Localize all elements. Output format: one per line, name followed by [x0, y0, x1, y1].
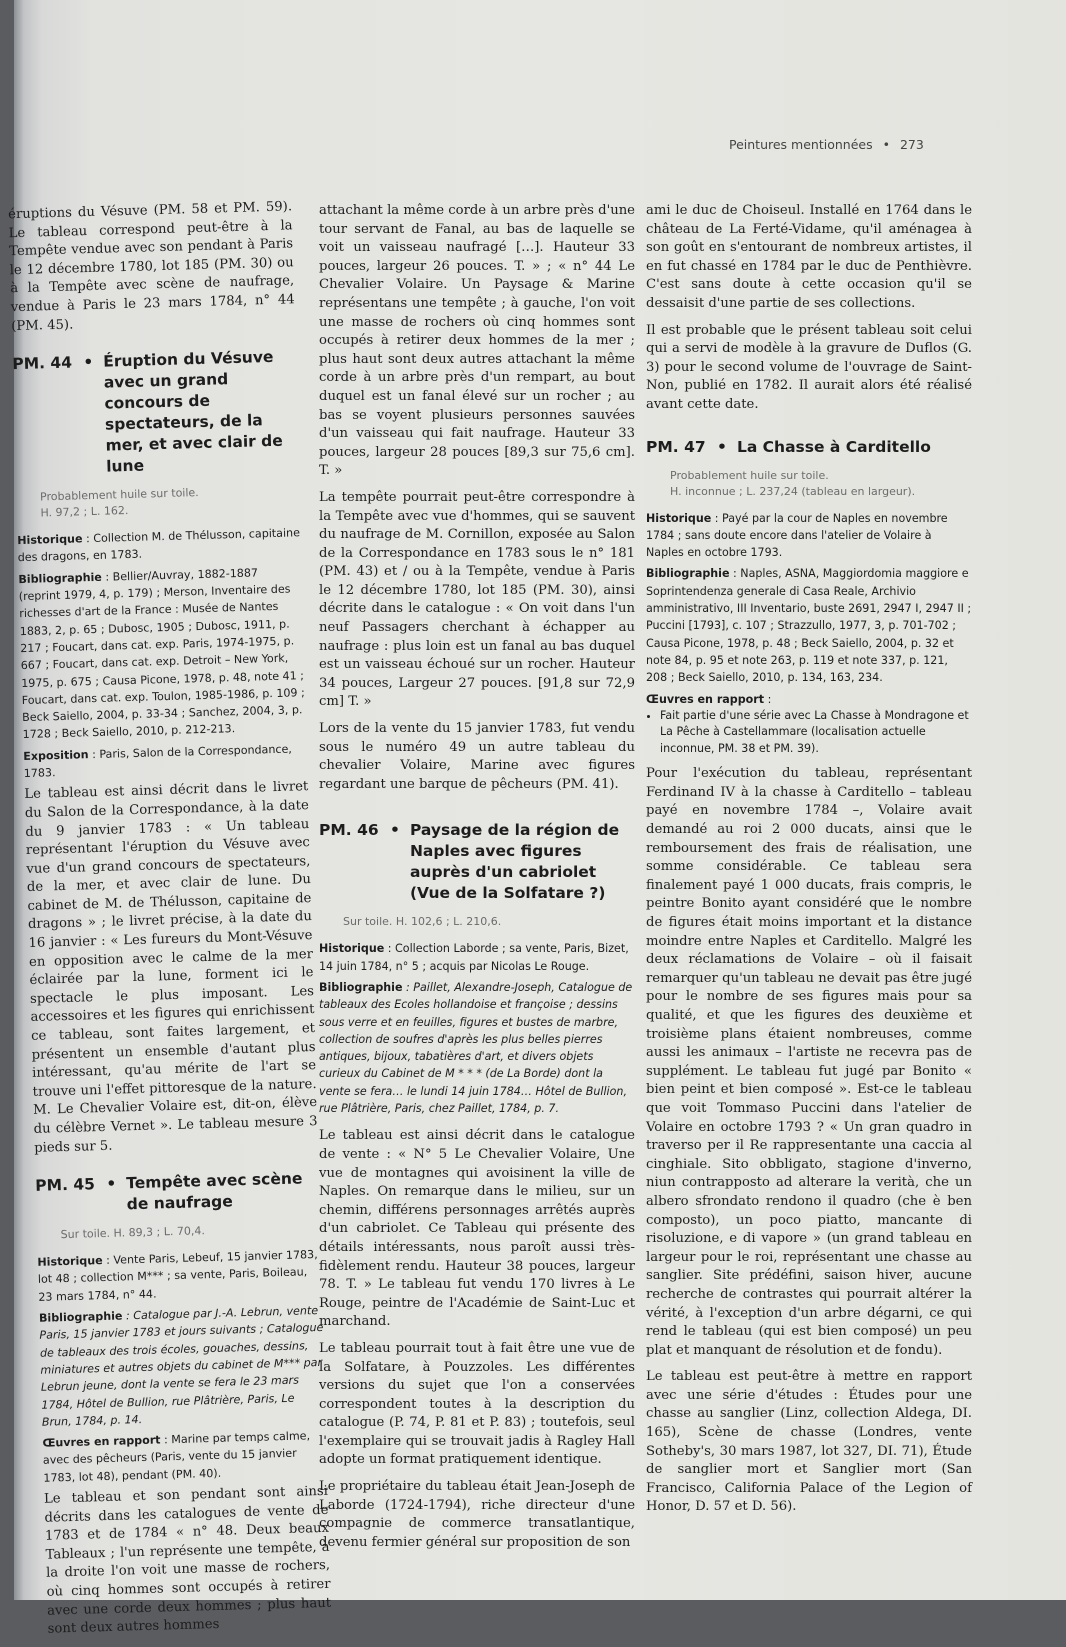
historique-label: Historique: [17, 532, 83, 548]
bibliographie-pm47: [646, 565, 972, 686]
technique-line: Probablement huile sur toile.: [670, 468, 829, 482]
entry-number: PM. 44 •: [12, 352, 96, 480]
running-title: Peintures mentionnées: [729, 137, 873, 152]
entry-number: PM. 46 •: [319, 820, 400, 904]
paragraph-pm46-3: Le propriétaire du tableau était Jean-Joseph de Laborde (1724-1794), riche directeur d'une compagnie de commerce transatlantique, devenu fermier général sur proposition de son: [319, 1479, 635, 1550]
historique-pm45: [37, 1246, 322, 1306]
bibliographie-pm46: [319, 979, 635, 1117]
exposition-text: : Paris, Salon de la Correspondance, 1783.: [23, 742, 293, 781]
rapport-label: Œuvres en rapport: [42, 1433, 161, 1450]
rapport-item: • Fait partie d'une série avec La Chasse à Mondragone et La Pêche à Castellammare (localisation actuelle inconnue, PM. 38 et PM. 39).: [660, 708, 972, 758]
bibliographie-pm45: [39, 1302, 326, 1431]
historique-text: : Collection M. de Thélusson, capitaine des dragons, en 1783.: [17, 526, 301, 565]
paragraph-pm44: Le tableau est ainsi décrit dans le livret du Salon de la Correspondance, à la date du 9 janvier 1783 : « Un tableau représentant l'éruption du Vésuve avec vue d'un grand concours de spectateurs, de la mer, et avec clair de lune. Du cabinet de M. de Thélusson, capitaine de dragons » ; le livret précise, à la date du 16 janvier : « Les fureurs du Mont-Vésuve en opposition avec le calme de la mer éclairée par la lune, forment ici le spectacle le plus imposant. Les accessoires et les figures qui enrichissent ce tableau, sont faites largement, et présentent un ensemble d'autant plus intéressant, qu'au mérite de l'art se trouve uni l'effet pittoresque de la nature. M. Le Chevalier Volaire est, dit-on, élève du célèbre Vernet ». Le tableau mesure 3 pieds sur 5.: [24, 779, 318, 1156]
entry-heading: Paysage de la région de Naples avec figures auprès d'un cabriolet (Vue de la Solfatare ?): [409, 821, 620, 903]
technique-pm46: Sur toile. H. 102,6 ; L. 210,6.: [343, 915, 502, 929]
bibliographie-pm44: [18, 563, 307, 744]
paragraph-pm46-1: Le tableau est ainsi décrit dans le catalogue de vente : « N° 5 Le Chevalier Volaire, Une vue de montagnes qui avoisinent la ville de Naples. On remarque dans le milieu, sur un chemin, différens personnages arrêtés auprès d'un cabriolet. Ce Tableau qui présente des détails intéressants, nous paroît aussi très-fidèlement rendu. Hauteur 38 pouces, largeur 78. T. » Le tableau fut vendu 170 livres à Le Rouge, peintre de l'Académie de Saint-Luc et marchand.: [319, 1128, 635, 1330]
rapport-pm45: Œuvres en rapport : Marine par temps calme, avec des pêcheurs (Paris, vente du 15 janvier 1783, lot 48), pendant (PM. 40).: [42, 1429, 311, 1485]
exposition-pm44: [23, 740, 308, 783]
rapport-text: Marine par temps calme, avec des pêcheurs (Paris, vente du 15 janvier 1783, lot 48), pendant (PM. 40).: [42, 1429, 311, 1485]
technique-pm47: [670, 468, 972, 500]
entry-number: PM. 47 •: [646, 437, 727, 458]
bibliographie-label: Bibliographie: [38, 1309, 123, 1325]
column-1: [8, 198, 332, 1647]
entry-title-pm44: [12, 346, 299, 480]
entry-number: PM. 45 •: [35, 1174, 117, 1218]
bibliographie-text: : Catalogue par J.-A. Lebrun, vente Paris, 15 janvier 1783 et jours suivants ; Catalogue de tableaux des trois écoles, gouaches, dessins, miniatures et autres objets du cabinet de M*** par Lebrun jeune, dont la vente se fera le 23 mars 1784, Hôtel de Bullion, rue Plâtrière, Paris, Le Brun, 1784, p. 14.: [39, 1304, 324, 1429]
running-header: Peintures mentionnées • 273: [729, 137, 924, 152]
historique-pm46: [319, 940, 635, 975]
historique-label: Historique: [37, 1254, 103, 1270]
historique-text: : Vente Paris, Lebeuf, 15 janvier 1783, lot 48 ; collection M*** ; sa vente, Paris, Boileau, 23 mars 1784, n° 44.: [37, 1248, 318, 1304]
historique-pm44: [17, 524, 302, 567]
technique-line: Probablement huile sur toile.: [39, 486, 199, 504]
rapport-pm47: Œuvres en rapport :: [646, 692, 772, 706]
dimensions-line: H. inconnue ; L. 237,24 (tableau en largeur).: [670, 484, 916, 498]
paragraph-pm45: Le tableau et son pendant sont ainsi décrits dans les catalogues de vente de 1783 et de 1784 « n° 48. Deux beaux Tableaux ; l'un représente une tempête, à la droite l'on voit une masse de rochers, où cinq hommes sont occupés à retirer avec une corde deux hommes ; plus haut sont deux autres hommes: [43, 1483, 332, 1637]
entry-title-pm45: [35, 1168, 320, 1218]
bibliographie-text: : Bellier/Auvray, 1882-1887 (reprint 1979, 4, p. 179) ; Merson, Inventaire des richesses d'art de la France : Musée de Nantes 1883, 2, p. 65 ; Dubosc, 1905 ; Dubosc, 1911, p. 217 ; Foucart, dans cat. exp. Paris, 1974-1975, p. 667 ; Foucart, dans cat. exp. Detroit – New York, 1975, p. 675 ; Causa Picone, 1978, p. 48, note 41 ; Foucart, dans cat. exp. Toulon, 1985-1986, p. 109 ; Beck Saiello, 2004, p. 33-34 ; Sanchez, 2004, 3, p. 1728 ; Beck Saiello, 2010, p. 212-213.: [18, 566, 305, 742]
bibliographie-text: : Naples, ASNA, Maggiordomia maggiore e Soprintendenza generale di Casa Reale, Archivio amministrativo, III Inventario, buste 2691, 2947 I, 2947 II ; Puccini [1793], c. 107 ; Strazzullo, 1977, 3, p. 701-702 ; Causa Picone, 1978, p. 48 ; Beck Saiello, 2004, p. 32 et note 84, p. 95 et note 263, p. 119 et note 337, p. 121, 208 ; Beck Saiello, 2010, p. 134, 163, 234.: [646, 567, 972, 685]
paragraph-2: Il est probable que le présent tableau soit celui qui a servi de modèle à la gravure de Duflos (G. 3) pour le second volume de l'ouvrage de Saint-Non, publié en 1782. Il aurait alors été réalisé avant cette date.: [646, 322, 972, 412]
rapport-list: [646, 708, 972, 758]
paragraph-2: La tempête pourrait peut-être correspondre à la Tempête avec vue d'hommes, qui se sauvent du naufrage de M. Cornillon, exposée au Salon de la Correspondance en 1783 sous le n° 181 (PM. 43) et / ou à la Tempête, vendue à Paris le 12 décembre 1780, lot 185 (PM. 30), ainsi décrite dans le catalogue : « On voit dans l'un neuf Passagers cherchant à échapper au naufrage : plus loin est un fanal au bas duquel est un vaisseau échoué sur un rocher. Hauteur 34 pouces, Largeur 27 pouces. [91,8 sur 72,9 cm] T. »: [319, 489, 635, 710]
bibliographie-label: Bibliographie: [646, 567, 730, 581]
paragraph-pm47-2: Le tableau est peut-être à mettre en rapport avec une série d'études : Études pour une chasse au sanglier (Linz, collection Aldega, DI. 165), Scène de chasse (Londres, vente Sotheby's, 30 mars 1987, lot 327, DI. 71), Étude de sanglier mort et Sanglier mort (San Francisco, California Palace of the Legion of Honor, D. 57 et D. 56).: [646, 1369, 972, 1515]
historique-pm47: [646, 510, 972, 562]
historique-text: : Collection Laborde ; sa vente, Paris, Bizet, 14 juin 1784, n° 5 ; acquis par Nicolas Le Rouge.: [319, 942, 629, 973]
bibliographie-label: Bibliographie: [18, 570, 102, 586]
historique-label: Historique: [646, 511, 712, 525]
paragraph-continued: attachant la même corde à un arbre près d'une tour servant de Fanal, au bas de laquelle se voit un vaisseau naufragé […]. Hauteur 33 pouces, largeur 26 pouces. T. » ; « n° 44 Le Chevalier Volaire. Un Paysage & Marine représentans une tempête ; à gauche, l'on voit une masse de rochers où cinq hommes sont occupés à retirer deux hommes de la mer ; plus haut sont deux autres attachant la même corde à un arbre près d'un rempart, au bout duquel est un fanal élevé sur un rocher ; au bas se voyent plusieurs personnes sauvées d'un vaisseau qui fait naufrage. Hauteur 33 pouces, largeur 28 pouces [89,3 sur 75,6 cm]. T. »: [319, 203, 635, 479]
bibliographie-label: Bibliographie: [319, 981, 403, 994]
book-page: [7, 0, 1066, 1637]
page-number: 273: [899, 137, 924, 152]
entry-heading: Éruption du Vésuve avec un grand concours de spectateurs, de la mer, et avec clair de lune: [103, 348, 284, 476]
paragraph-continued: ami le duc de Choiseul. Installé en 1764 dans le château de La Ferté-Vidame, qu'il aménagea à son goût en s'entourant de nombreux artistes, il en fut chassé en 1784 par le duc de Penthièvre. C'est sans doute à cette occasion qu'il se dessaisit d'une partie de ses collections.: [646, 203, 972, 311]
paragraph-pm47-1: Pour l'exécution du tableau, représentant Ferdinand IV à la chasse à Carditello – tableau payé en novembre 1784 –, Volaire avait demandé au roi 2 000 ducats, ainsi que le remboursement des frais de réalisation, une somme considérable. Ce tableau sera finalement payé 1 000 ducats, frais compris, le peintre Bonito ayant considéré que le nombre de figures était moins important et la distance moindre entre Naples et Carditello. Malgré les deux réclamations de Volaire – où il faisait remarquer qu'un tableau ne devait pas être jugé pour le nombre de ses figures mais pour sa qualité, et que les figures des deuxième et troisième plans étaient nombreuses, comme aussi les animaux – l'artiste ne recevra pas de supplément. Le tableau fut jugé par Bonito « bien peint et bien composé ». Est-ce le tableau que voit Tommaso Puccini dans l'atelier de Volaire en octobre 1793 ? « Un gran quadro in traverso per il Re rappresentante una caccia al cinghiale. Sito obbligato, stagione d'inverno, niun contrapposto ad alterare la verità, che un albero sfrondato rendono il quadro (che è ben composto), un poco piatto, mancante di risoluzione, e di vapore » (un grand tableau en largeur pour le roi, représentant une chasse au sanglier. Site prédéfini, saison hiver, aucune recherche de contrastes qui pourrait altérer la vérité, à l'exception d'un arbre dégarni, ce qui rend le tableau (qui est bien composé) un peu plat et manquant de résolution et de fondu).: [646, 766, 972, 1358]
exposition-label: Exposition: [23, 747, 89, 763]
entry-heading: Tempête avec scène de naufrage: [125, 1169, 303, 1214]
paragraph-3: Lors de la vente du 15 janvier 1783, fut vendu sous le numéro 49 un autre tableau du chevalier Volaire, Marine avec figures regardant une barque de pêcheurs (PM. 41).: [319, 721, 635, 792]
dimensions-line: H. 97,2 ; L. 162.: [40, 504, 129, 520]
technique-pm45: Sur toile. H. 89,3 ; L. 70,4.: [60, 1224, 206, 1242]
entry-heading: La Chasse à Carditello: [736, 437, 931, 456]
column-3: [646, 202, 972, 1525]
rapport-label: Œuvres en rapport: [646, 692, 765, 706]
paragraph-pm46-2: Le tableau pourrait tout à fait être une vue de la Solfatare, à Pouzzoles. Les différentes versions du sujet que l'on a conservées correspondent toutes à la description du catalogue (P. 74, P. 81 et P. 83) ; toutefois, seul l'exemplaire qui se trouvait jadis à Ragley Hall adopte un format pratiquement identique.: [319, 1340, 635, 1468]
historique-text: : Payé par la cour de Naples en novembre 1784 ; sans doute encore dans l'atelier de Volaire à Naples en octobre 1793.: [646, 511, 948, 560]
historique-label: Historique: [319, 942, 385, 956]
bibliographie-text: : Paillet, Alexandre-Joseph, Catalogue de tableaux des Ecoles hollandoise et françoise ; dessins sous verre et en feuilles, figures et bustes de marbre, collection de soufres d'après les plus belles pierres antiques, bijoux, tabatières d'art, et divers objets curieux du Cabinet de M * * * (de La Borde) dont la vente se fera… le lundi 14 juin 1784… Hôtel de Bullion, rue Plâtrière, Paris, chez Paillet, 1784, p. 7.: [319, 981, 633, 1116]
paragraph-intro: éruptions du Vésuve (PM. 58 et PM. 59). Le tableau correspond peut-être à la Tempête vendue avec son pendant à Paris le 12 décembre 1780, lot 185 (PM. 30) ou à la Tempête avec scène de naufrage, vendue à Paris le 23 mars 1784, n° 44 (PM. 45).: [7, 199, 295, 334]
entry-title-pm47: [646, 437, 972, 458]
entry-title-pm46: [319, 820, 635, 904]
technique-pm44: [40, 482, 301, 521]
column-2: [319, 202, 635, 1560]
